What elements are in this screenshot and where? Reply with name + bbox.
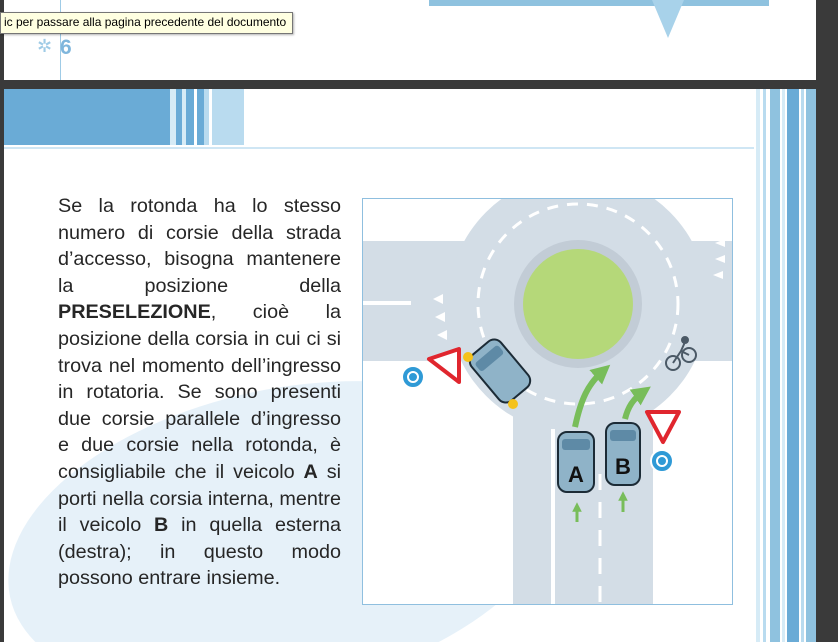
car-a-label: A	[568, 462, 584, 487]
indicator-light	[508, 399, 518, 409]
central-island	[523, 249, 633, 359]
header-stripe	[194, 89, 197, 145]
text-run: si porti nella corsia interna, mentre il veicolo	[58, 460, 341, 537]
tooltip: ic per passare alla pagina precedente del documento	[0, 12, 293, 34]
body-paragraph	[58, 193, 341, 592]
indicator-light	[463, 352, 473, 362]
decorative-side-stripes	[756, 89, 816, 642]
header-stripe	[170, 89, 176, 145]
car-b-label: B	[615, 454, 631, 479]
page-number: 6	[60, 36, 72, 59]
roundabout-sign-icon	[402, 366, 424, 388]
keyword-preselezione: PRESELEZIONE	[58, 301, 211, 324]
gear-icon: ✲	[37, 36, 53, 56]
roundabout-illustration	[362, 198, 733, 605]
header-stripe	[209, 89, 212, 145]
text-run: in quella esterna (destra); in questo modo possono entrare insieme.	[58, 514, 341, 590]
vehicle-a-ref: A	[303, 460, 318, 483]
decorative-bar	[429, 0, 769, 6]
document-page[interactable]	[4, 89, 816, 642]
header-rule	[4, 147, 754, 149]
vehicle-b-ref: B	[154, 514, 169, 537]
text-run: Se la rotonda ha lo stesso numero di corsie della strada d’accesso, bisogna mantenere la posizione della	[58, 195, 341, 297]
decorative-triangle	[652, 0, 684, 38]
text-run: , cioè la posizione della corsia in cui ci si trova nel momento dell’ingresso in rotatoria. Se sono presenti due corsie parallele d’ingresso e due corsie nella rotonda, è consigliabile che il veicolo	[58, 301, 341, 483]
roundabout-sign-icon	[651, 450, 673, 472]
header-stripe	[182, 89, 186, 145]
